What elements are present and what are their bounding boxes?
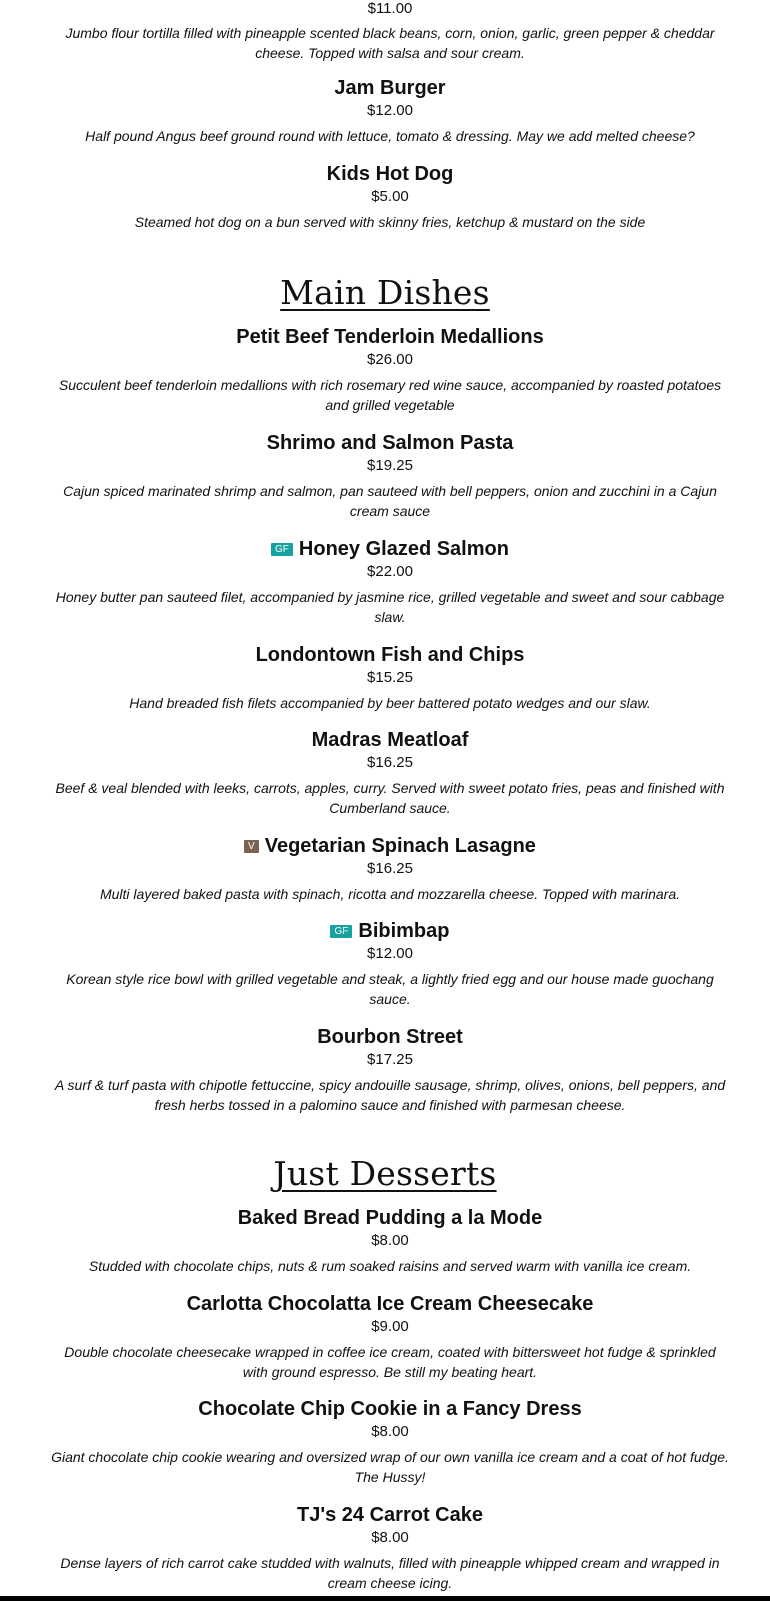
bottom-divider [0,1596,770,1601]
item-name-row [0,537,770,561]
menu-item-honey-glazed-salmon [0,537,770,627]
item-name: Shrimo and Salmon Pasta [266,432,514,454]
menu-item-carlotta-cheesecake [0,1292,770,1382]
item-price: $16.25 [367,860,413,877]
item-name: Carlotta Chocolatta Ice Cream Cheesecake [186,1293,594,1315]
item-description: Multi layered baked pasta with spinach, ricotta and mozzarella cheese. Topped with marinara. [99,886,680,902]
vegetarian-icon: V [244,840,259,853]
item-description: Half pound Angus beef ground round with lettuce, tomato & dressing. May we add melted cheese? [85,128,695,144]
item-price: $15.25 [367,669,413,686]
item-price: $12.00 [367,102,413,119]
gluten-free-icon: GF [330,925,352,938]
item-name: TJ's 24 Carrot Cake [297,1504,483,1526]
menu-item-vegetarian-lasagne [0,834,770,904]
section-heading-main-dishes: Main Dishes [280,273,490,312]
item-name: Londontown Fish and Chips [255,644,525,666]
item-price: $8.00 [371,1529,409,1546]
menu-item-bourbon-street [0,1025,770,1115]
item-description: Jumbo flour tortilla filled with pineapple scented black beans, corn, onion, garlic, green pepper & cheddar cheese. Topped with salsa and sour cream. [65,25,715,61]
item-name: Chocolate Chip Cookie in a Fancy Dress [198,1398,582,1420]
item-name: Jam Burger [334,77,446,99]
menu-item-chocolate-chip-cookie [0,1397,770,1487]
item-name: Kids Hot Dog [326,163,454,185]
item-price: $8.00 [371,1423,409,1440]
item-description: Studded with chocolate chips, nuts & rum soaked raisins and served warm with vanilla ice cream. [88,1258,692,1274]
menu-item-jam-burger [0,76,770,146]
menu-item-carrot-cake [0,1503,770,1593]
section-heading-just-desserts: Just Desserts [273,1154,497,1193]
item-name-row [0,919,770,943]
item-description: Honey butter pan sauteed filet, accompanied by jasmine rice, grilled vegetable and sweet and sour cabbage slaw. [55,589,725,625]
item-price: $16.25 [367,754,413,771]
menu-item-bibimbap [0,919,770,1009]
item-price: $26.00 [367,351,413,368]
item-name-row [0,834,770,858]
item-description: Steamed hot dog on a bun served with skinny fries, ketchup & mustard on the side [134,214,646,230]
item-price: $17.25 [367,1051,413,1068]
menu-item-shrimo-salmon [0,431,770,521]
item-price: $8.00 [371,1232,409,1249]
item-name: Honey Glazed Salmon [298,538,509,560]
item-description: Succulent beef tenderloin medallions with rich rosemary red wine sauce, accompanied by roasted potatoes and grilled vegetable [58,377,722,413]
item-description: Dense layers of rich carrot cake studded with walnuts, filled with pineapple whipped cream and wrapped in cream cheese icing. [60,1555,720,1591]
item-name: Petit Beef Tenderloin Medallions [236,326,544,348]
menu-item-londontown-fish [0,643,770,713]
item-description: A surf & turf pasta with chipotle fettuccine, spicy andouille sausage, shrimp, olives, onions, bell peppers, and fresh herbs tossed in a palomino sauce and finished with parmesan cheese. [54,1077,726,1113]
item-description: Hand breaded fish filets accompanied by beer battered potato wedges and our slaw. [129,695,651,711]
menu-item-kids-hot-dog [0,162,770,232]
gluten-free-icon: GF [271,543,293,556]
item-description: Giant chocolate chip cookie wearing and oversized wrap of our own vanilla ice cream and a coat of hot fudge. The Hussy! [51,1449,729,1485]
menu-item-petit-beef [0,325,770,415]
menu-item-top-partial [0,0,770,63]
menu-item-bread-pudding [0,1206,770,1276]
item-name: Bourbon Street [317,1026,463,1048]
item-price: $22.00 [367,563,413,580]
item-name: Vegetarian Spinach Lasagne [264,835,536,857]
item-price: $19.25 [367,457,413,474]
menu-item-madras-meatloaf [0,728,770,818]
item-price: $9.00 [371,1318,409,1335]
item-name: Bibimbap [358,920,450,942]
item-description: Cajun spiced marinated shrimp and salmon, pan sauteed with bell peppers, onion and zucchini in a Cajun cream sauce [63,483,717,519]
item-price: $5.00 [371,188,409,205]
item-description: Beef & veal blended with leeks, carrots, apples, curry. Served with sweet potato fries, peas and finished with Cumberland sauce. [55,780,725,816]
item-description: Korean style rice bowl with grilled vegetable and steak, a lightly fried egg and our house made guochang sauce. [66,971,714,1007]
item-price: $12.00 [367,945,413,962]
item-description: Double chocolate cheesecake wrapped in coffee ice cream, coated with bittersweet hot fudge & sprinkled with ground espresso. Be still my beating heart. [64,1344,716,1380]
item-price: $11.00 [367,0,413,17]
item-name: Madras Meatloaf [311,729,469,751]
item-name: Baked Bread Pudding a la Mode [237,1207,543,1229]
